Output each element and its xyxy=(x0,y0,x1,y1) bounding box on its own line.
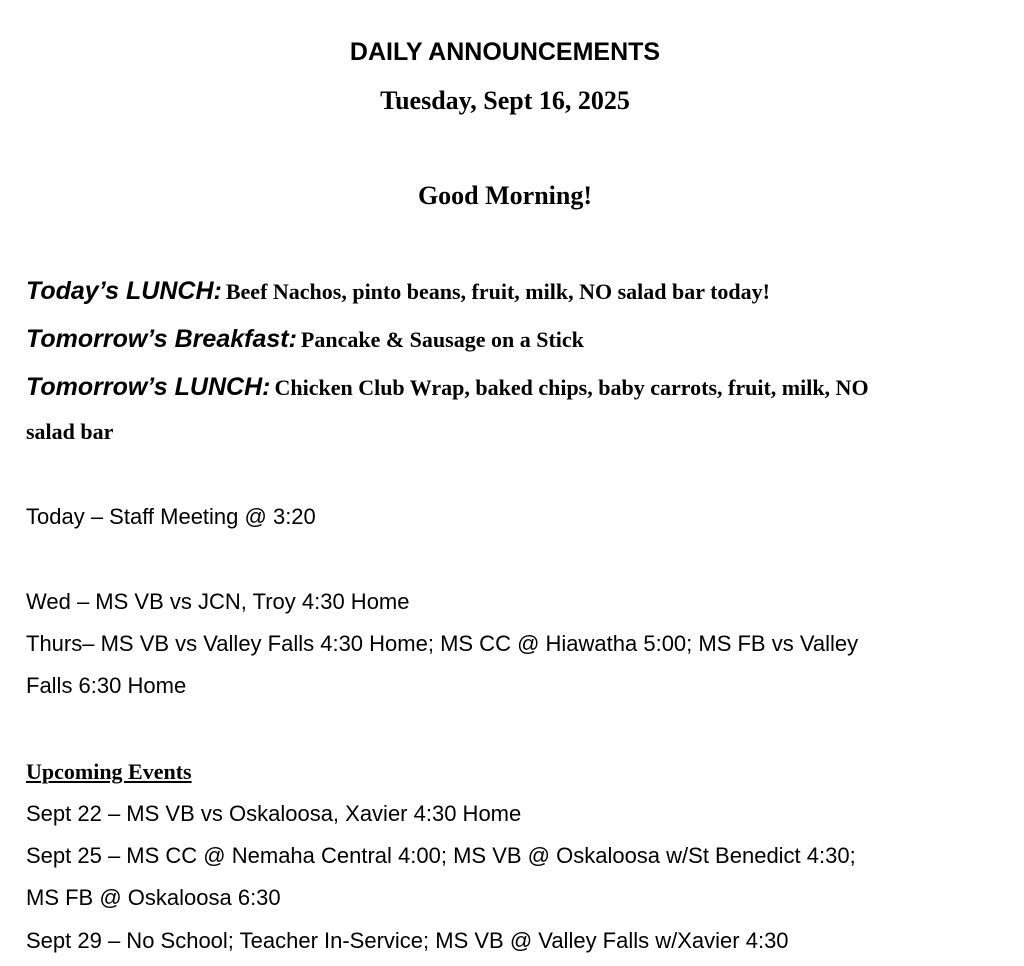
tomorrow-lunch-text: Chicken Club Wrap, baked chips, baby carrots, fruit, milk, NO xyxy=(274,375,869,400)
wed-event: Wed – MS VB vs JCN, Troy 4:30 Home xyxy=(26,589,410,614)
tomorrow-breakfast-text: Pancake & Sausage on a Stick xyxy=(300,327,584,352)
sept29-event: Sept 29 – No School; Teacher In-Service; MS VB @ Valley Falls w/Xavier 4:30 xyxy=(26,928,789,953)
tomorrow-lunch-line xyxy=(26,370,996,408)
thurs-event: Thurs– MS VB vs Valley Falls 4:30 Home; MS CC @ Hiawatha 5:00; MS FB vs Valley xyxy=(26,631,859,656)
sept25-event-continued: MS FB @ Oskaloosa 6:30 xyxy=(26,885,281,910)
sept22-event: Sept 22 – MS VB vs Oskaloosa, Xavier 4:30 Home xyxy=(26,801,522,826)
greeting: Good Morning! xyxy=(417,181,593,210)
upcoming-events-heading: Upcoming Events xyxy=(26,759,192,784)
tomorrow-lunch-continued xyxy=(26,415,996,452)
thurs-event-continued: Falls 6:30 Home xyxy=(26,673,187,698)
today-lunch-label: Today’s LUNCH: xyxy=(26,277,222,305)
staff-meeting-item: Today – Staff Meeting @ 3:20 xyxy=(26,504,316,529)
today-lunch-text: Beef Nachos, pinto beans, fruit, milk, NO salad bar today! xyxy=(225,279,770,304)
tomorrow-breakfast-label: Tomorrow’s Breakfast: xyxy=(26,325,297,353)
tomorrow-lunch-label: Tomorrow’s LUNCH: xyxy=(26,373,271,401)
today-lunch-line xyxy=(26,274,996,312)
document-title: DAILY ANNOUNCEMENTS xyxy=(349,38,661,66)
sept25-event: Sept 25 – MS CC @ Nemaha Central 4:00; MS VB @ Oskaloosa w/St Benedict 4:30; xyxy=(26,843,856,868)
tomorrow-lunch-text-continued: salad bar xyxy=(26,419,114,444)
document-date: Tuesday, Sept 16, 2025 xyxy=(380,86,630,115)
tomorrow-breakfast-line xyxy=(26,322,996,360)
